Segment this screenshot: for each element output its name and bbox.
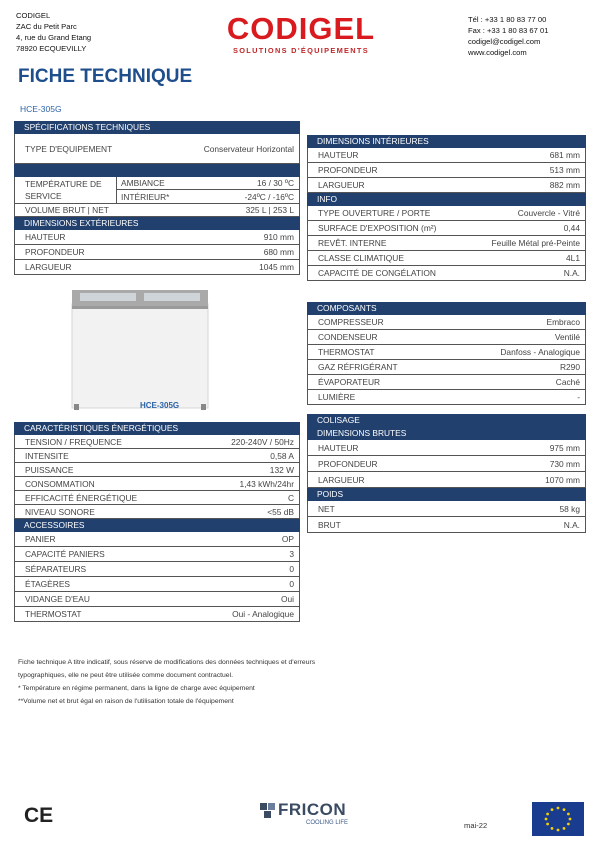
contact-info bbox=[468, 14, 548, 58]
specifications-table bbox=[14, 121, 300, 275]
table-row bbox=[14, 577, 300, 592]
components-table bbox=[307, 302, 586, 405]
table-row bbox=[307, 236, 586, 251]
table-row bbox=[14, 607, 300, 622]
row-label: LARGUEUR bbox=[318, 180, 365, 190]
row-label: LARGUEUR bbox=[318, 474, 365, 485]
row-value: OP bbox=[281, 534, 294, 544]
row-value: <55 dB bbox=[267, 506, 294, 517]
row-value: 975 mm bbox=[549, 442, 580, 453]
packaging-header: COLISAGE bbox=[307, 414, 586, 427]
row-value: 681 mm bbox=[549, 150, 580, 160]
row-label: CAPACITÉ DE CONGÉLATION bbox=[318, 268, 436, 278]
row-value: 0,44 bbox=[563, 223, 580, 233]
table-row bbox=[14, 230, 300, 245]
row-value: C bbox=[287, 492, 294, 503]
footnote-temperature: * Température en régime permanent, dans la ligne de charge avec équipement bbox=[18, 685, 255, 692]
table-row bbox=[14, 463, 300, 477]
row-value: Oui - Analogique bbox=[232, 609, 294, 619]
table-row bbox=[14, 505, 300, 519]
row-value: 680 mm bbox=[263, 247, 294, 257]
contact-email[interactable]: codigel@codigel.com bbox=[468, 37, 541, 46]
row-label: TYPE OUVERTURE / PORTE bbox=[318, 208, 431, 218]
row-value: 1,43 kWh/24hr bbox=[239, 478, 294, 489]
company-address-line1: ZAC du Petit Parc bbox=[16, 22, 77, 31]
exterior-dimensions-header: DIMENSIONS EXTÉRIEURES bbox=[14, 217, 300, 230]
row-label: THERMOSTAT bbox=[318, 347, 375, 357]
row-value: Embraco bbox=[546, 317, 580, 327]
row-label: HAUTEUR bbox=[318, 442, 359, 453]
energy-header: CARACTÉRISTIQUES ÉNERGÉTIQUES bbox=[14, 422, 300, 435]
table-row bbox=[307, 440, 586, 456]
row-label: CONSOMMATION bbox=[25, 478, 95, 489]
row-label: THERMOSTAT bbox=[25, 609, 82, 619]
table-row bbox=[14, 532, 300, 547]
row-value: 58 kg bbox=[559, 503, 580, 514]
row-label: VIDANGE D'EAU bbox=[25, 594, 90, 604]
row-label: HAUTEUR bbox=[25, 232, 66, 242]
row-value: 730 mm bbox=[549, 458, 580, 469]
contact-tel: Tél : +33 1 80 83 77 00 bbox=[468, 15, 547, 24]
specifications-divider bbox=[14, 164, 300, 177]
fricon-tagline: COOLING LIFE bbox=[306, 820, 349, 826]
table-row bbox=[307, 163, 586, 178]
table-row bbox=[117, 177, 299, 190]
interior-dimensions-header: DIMENSIONS INTÉRIEURES bbox=[307, 135, 586, 148]
table-row bbox=[14, 435, 300, 449]
footnote-volume: **Volume net et brut égal en raison de l'utilisation totale de l'équipement bbox=[18, 698, 234, 705]
ce-mark-icon: CE bbox=[24, 804, 54, 827]
table-row bbox=[307, 178, 586, 193]
row-value: N.A. bbox=[563, 268, 580, 278]
row-label: TENSION / FREQUENCE bbox=[25, 436, 122, 447]
table-row bbox=[14, 204, 300, 217]
table-row bbox=[307, 360, 586, 375]
table-row bbox=[14, 260, 300, 275]
packaging-table bbox=[307, 414, 586, 533]
row-label: SURFACE D'EXPOSITION (m²) bbox=[318, 223, 437, 233]
table-row bbox=[14, 449, 300, 463]
table-row bbox=[14, 547, 300, 562]
row-value: 513 mm bbox=[549, 165, 580, 175]
company-city: 78920 ECQUEVILLY bbox=[16, 44, 87, 53]
temperature-label-line2: SERVICE bbox=[25, 191, 62, 201]
row-value: N.A. bbox=[563, 519, 580, 530]
row-label: CLASSE CLIMATIQUE bbox=[318, 253, 404, 263]
logo-text: CODIGEL bbox=[226, 11, 376, 46]
gross-dimensions-header: DIMENSIONS BRUTES bbox=[307, 427, 586, 440]
model-reference: HCE-305G bbox=[20, 104, 62, 114]
table-row bbox=[307, 375, 586, 390]
row-value: Caché bbox=[555, 377, 580, 387]
row-label: PANIER bbox=[25, 534, 56, 544]
row-value: 0 bbox=[289, 579, 294, 589]
row-label: SÉPARATEURS bbox=[25, 564, 87, 574]
table-row bbox=[307, 472, 586, 488]
row-value: Danfoss - Analogique bbox=[500, 347, 580, 357]
product-image bbox=[70, 288, 210, 412]
row-label: CONDENSEUR bbox=[318, 332, 378, 342]
row-value: 220-240V / 50Hz bbox=[231, 436, 294, 447]
row-value: Ventilé bbox=[554, 332, 580, 342]
row-label: LUMIÈRE bbox=[318, 392, 356, 402]
row-value: 910 mm bbox=[263, 232, 294, 242]
product-label: HCE-305G bbox=[140, 401, 180, 410]
row-label: TYPE D'EQUIPEMENT bbox=[25, 143, 113, 154]
row-value: 1070 mm bbox=[545, 474, 580, 485]
weight-header: POIDS bbox=[307, 488, 586, 501]
row-label: NET bbox=[318, 503, 335, 514]
temperature-label bbox=[15, 177, 117, 203]
row-label: BRUT bbox=[318, 519, 341, 530]
footnotes bbox=[18, 656, 378, 708]
row-label: PUISSANCE bbox=[25, 464, 74, 475]
energy-accessories-table bbox=[14, 422, 300, 622]
row-label: REVÊT. INTERNE bbox=[318, 238, 387, 248]
row-value: Feuille Métal pré-Peinte bbox=[491, 238, 580, 248]
row-value: 132 W bbox=[269, 464, 294, 475]
temperature-block bbox=[14, 177, 300, 204]
row-value: R290 bbox=[559, 362, 580, 372]
table-row bbox=[307, 251, 586, 266]
company-address-line2: 4, rue du Grand Etang bbox=[16, 33, 92, 42]
fricon-wordmark: FRICON bbox=[278, 800, 347, 819]
fricon-logo bbox=[258, 800, 348, 826]
page-title: FICHE TECHNIQUE bbox=[18, 66, 193, 87]
row-value: Oui bbox=[280, 594, 294, 604]
row-value: - bbox=[577, 392, 580, 402]
table-row bbox=[307, 456, 586, 472]
document-date: mai-22 bbox=[464, 821, 488, 830]
temperature-label-line1: TEMPÉRATURE DE bbox=[25, 179, 102, 189]
row-label: INTÉRIEUR* bbox=[121, 191, 170, 202]
row-label: ÉTAGÈRES bbox=[25, 579, 70, 589]
table-row bbox=[14, 134, 300, 164]
chest-freezer-illustration bbox=[70, 288, 210, 412]
accessories-header: ACCESSOIRES bbox=[14, 519, 300, 532]
table-row bbox=[307, 517, 586, 533]
table-row bbox=[307, 315, 586, 330]
table-row bbox=[307, 330, 586, 345]
table-row bbox=[307, 345, 586, 360]
row-value: 0,58 A bbox=[270, 450, 294, 461]
row-label: EFFICACITÉ ÉNERGÉTIQUE bbox=[25, 492, 138, 503]
disclaimer-line2: typographiques, elle ne peut être utilisée comme document contractuel. bbox=[18, 672, 233, 679]
row-label: PROFONDEUR bbox=[318, 458, 378, 469]
specifications-header: SPÉCIFICATIONS TECHNIQUES bbox=[14, 121, 300, 134]
row-value: 0 bbox=[289, 564, 294, 574]
logo-tagline: SOLUTIONS D'ÉQUIPEMENTS bbox=[233, 46, 369, 55]
table-row bbox=[14, 592, 300, 607]
table-row bbox=[307, 266, 586, 281]
row-label: LARGUEUR bbox=[25, 262, 72, 272]
row-value: 1045 mm bbox=[259, 262, 294, 272]
table-row bbox=[117, 190, 299, 203]
row-label: HAUTEUR bbox=[318, 150, 359, 160]
table-row bbox=[307, 390, 586, 405]
row-label: GAZ RÉFRIGÉRANT bbox=[318, 362, 398, 372]
eu-flag-icon bbox=[532, 802, 584, 836]
table-row bbox=[14, 491, 300, 505]
row-value: 4L1 bbox=[566, 253, 580, 263]
codigel-logo bbox=[216, 11, 386, 55]
row-value: -24ºC / -16ºC bbox=[244, 191, 294, 202]
row-value: 16 / 30 ºC bbox=[256, 178, 294, 188]
row-value: 325 L | 253 L bbox=[245, 205, 294, 215]
table-row bbox=[307, 206, 586, 221]
contact-fax: Fax : +33 1 80 83 67 01 bbox=[468, 26, 549, 35]
row-label: AMBIANCE bbox=[121, 178, 165, 188]
fricon-emblem-icon bbox=[258, 801, 278, 819]
components-header: COMPOSANTS bbox=[307, 302, 586, 315]
table-row bbox=[14, 477, 300, 491]
contact-website[interactable]: www.codigel.com bbox=[468, 48, 527, 57]
disclaimer-line1: Fiche technique A titre indicatif, sous réserve de modifications des données techniques et d'erreurs bbox=[18, 659, 316, 666]
row-value: 3 bbox=[289, 549, 294, 559]
table-row bbox=[14, 562, 300, 577]
row-label: ÉVAPORATEUR bbox=[318, 377, 381, 387]
interior-info-table bbox=[307, 135, 586, 281]
row-value: Couvercle - Vitré bbox=[517, 208, 580, 218]
row-label: NIVEAU SONORE bbox=[25, 506, 95, 517]
table-row bbox=[307, 221, 586, 236]
table-row bbox=[307, 501, 586, 517]
row-label: PROFONDEUR bbox=[318, 165, 378, 175]
company-name: CODIGEL bbox=[16, 11, 51, 20]
row-label: VOLUME BRUT | NET bbox=[25, 205, 109, 215]
table-row bbox=[14, 245, 300, 260]
company-address bbox=[16, 10, 91, 54]
table-row bbox=[307, 148, 586, 163]
row-label: CAPACITÉ PANIERS bbox=[25, 549, 105, 559]
row-label: PROFONDEUR bbox=[25, 247, 85, 257]
row-value: 882 mm bbox=[549, 180, 580, 190]
info-header: INFO bbox=[307, 193, 586, 206]
row-label: COMPRESSEUR bbox=[318, 317, 384, 327]
row-value: Conservateur Horizontal bbox=[203, 143, 294, 154]
row-label: INTENSITE bbox=[25, 450, 69, 461]
